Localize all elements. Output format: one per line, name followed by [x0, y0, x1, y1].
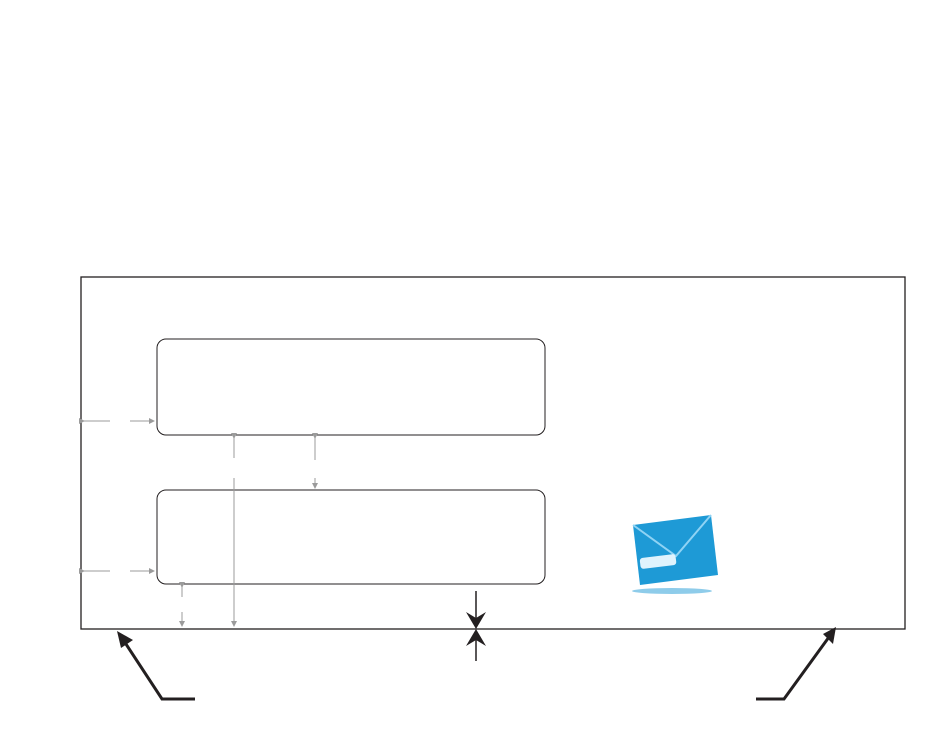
envelope-icon [633, 515, 718, 585]
upper-window [157, 339, 545, 435]
window-envelopes-logo [632, 515, 718, 594]
fold-indicator [466, 591, 486, 661]
lower-window [157, 490, 545, 584]
